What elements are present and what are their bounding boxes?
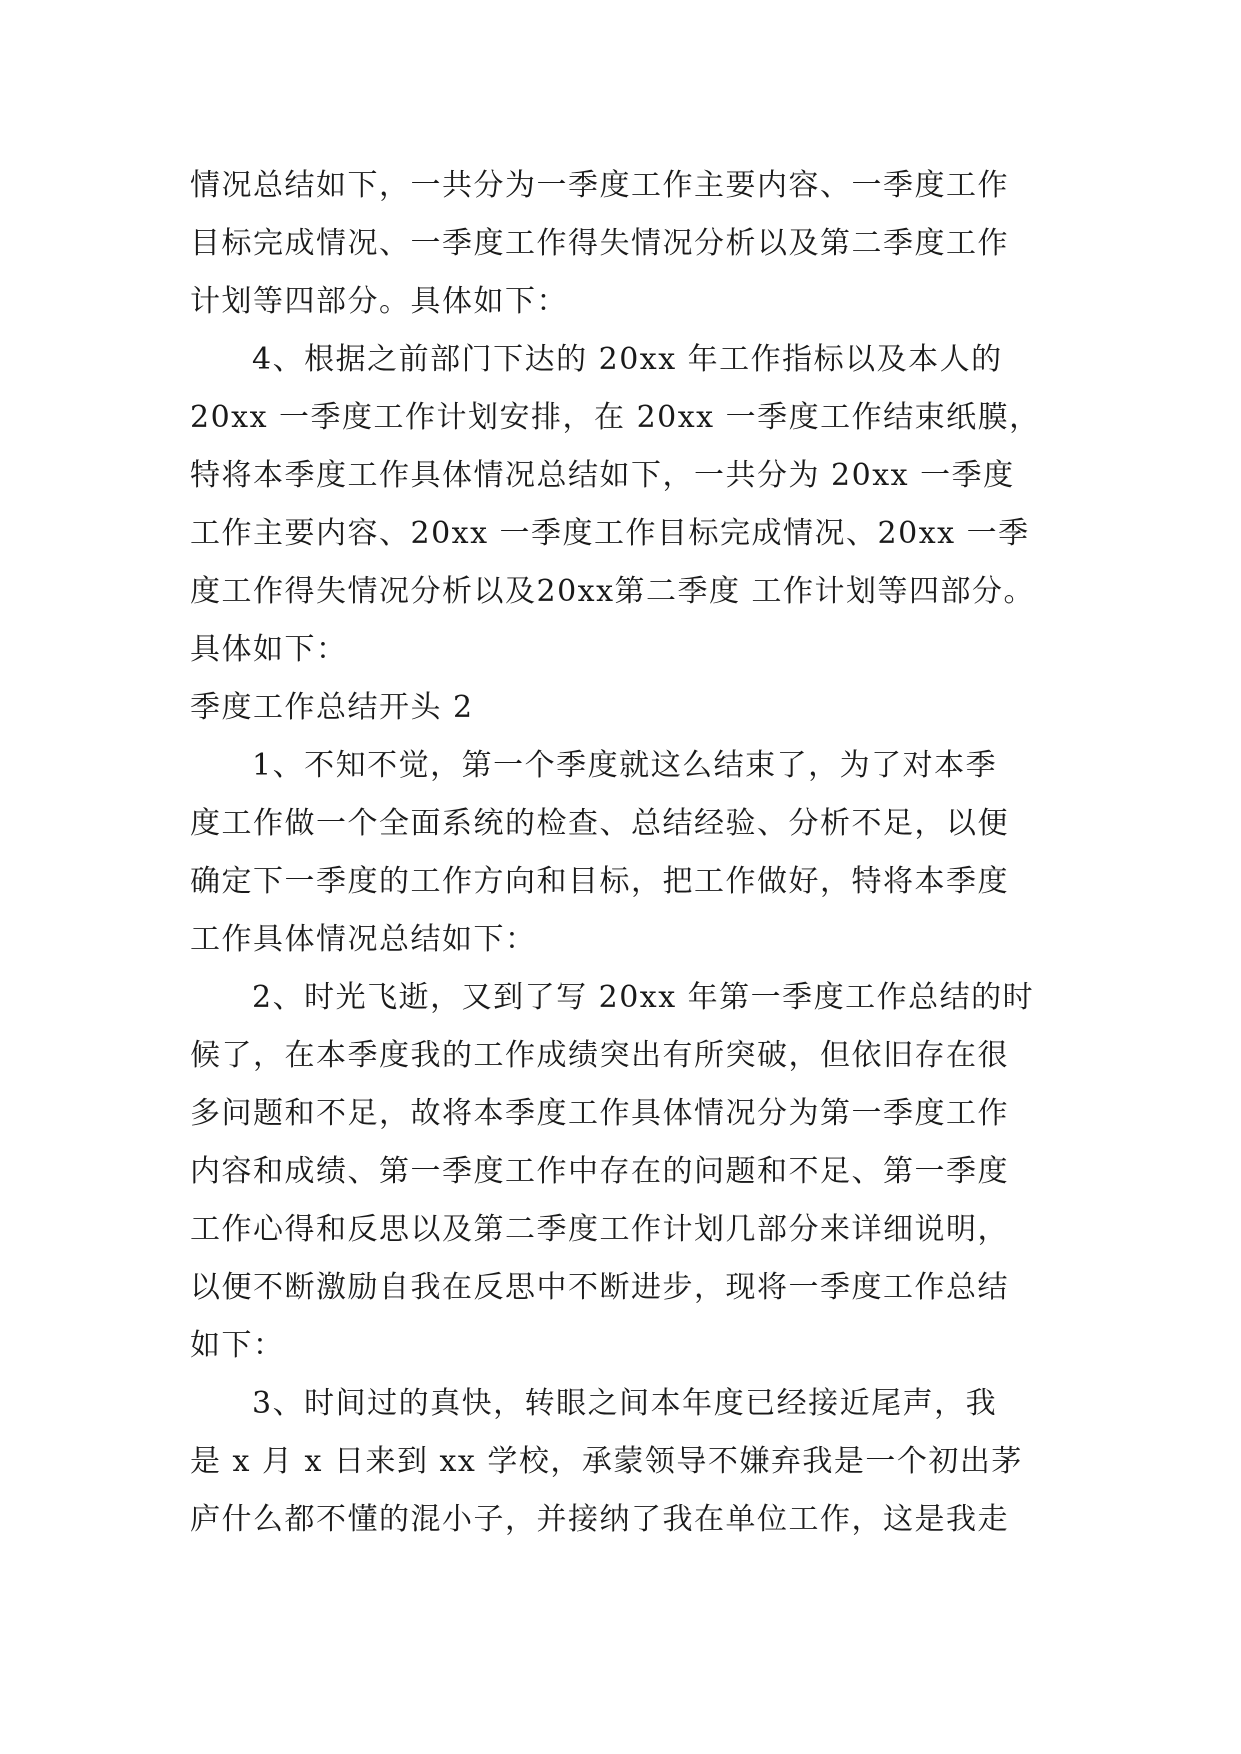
text-line: 特将本季度工作具体情况总结如下，一共分为 20xx 一季度 xyxy=(190,458,1015,493)
text-line: 候了，在本季度我的工作成绩突出有所突破，但依旧存在很 xyxy=(190,1038,1009,1073)
text-line: 目标完成情况、一季度工作得失情况分析以及第二季度工作 xyxy=(190,226,1009,261)
text-line: 计划等四部分。具体如下： xyxy=(190,284,568,319)
text-line: 如下： xyxy=(190,1328,285,1363)
text-line: 确定下一季度的工作方向和目标，把工作做好，特将本季度 xyxy=(190,864,1009,899)
text-line: 具体如下： xyxy=(190,632,348,667)
text-line: 内容和成绩、第一季度工作中存在的问题和不足、第一季度 xyxy=(190,1154,1009,1189)
text-line: 1、不知不觉，第一个季度就这么结束了，为了对本季 xyxy=(252,748,998,783)
text-line: 工作心得和反思以及第二季度工作计划几部分来详细说明， xyxy=(190,1212,1009,1247)
text-line: 2、时光飞逝，又到了写 20xx 年第一季度工作总结的时 xyxy=(252,980,1035,1015)
text-line: 以便不断激励自我在反思中不断进步，现将一季度工作总结 xyxy=(190,1270,1009,1305)
text-line: 多问题和不足，故将本季度工作具体情况分为第一季度工作 xyxy=(190,1096,1009,1131)
text-line: 度工作做一个全面系统的检查、总结经验、分析不足，以便 xyxy=(190,806,1009,841)
section-heading: 季度工作总结开头 2 xyxy=(190,690,474,725)
text-line: 度工作得失情况分析以及20xx第二季度 工作计划等四部分。 xyxy=(190,574,1036,609)
text-line: 4、根据之前部门下达的 20xx 年工作指标以及本人的 xyxy=(252,342,1003,377)
text-line: 20xx 一季度工作计划安排，在 20xx 一季度工作结束纸膜， xyxy=(190,400,1041,435)
text-line: 工作主要内容、20xx 一季度工作目标完成情况、20xx 一季 xyxy=(190,516,1030,551)
text-line: 3、时间过的真快，转眼之间本年度已经接近尾声，我 xyxy=(252,1386,998,1421)
text-line: 情况总结如下，一共分为一季度工作主要内容、一季度工作 xyxy=(190,168,1009,203)
text-line: 是 x 月 x 日来到 xx 学校，承蒙领导不嫌弃我是一个初出茅 xyxy=(190,1444,1023,1479)
text-line: 庐什么都不懂的混小子，并接纳了我在单位工作，这是我走 xyxy=(190,1502,1009,1537)
text-line: 工作具体情况总结如下： xyxy=(190,922,537,957)
